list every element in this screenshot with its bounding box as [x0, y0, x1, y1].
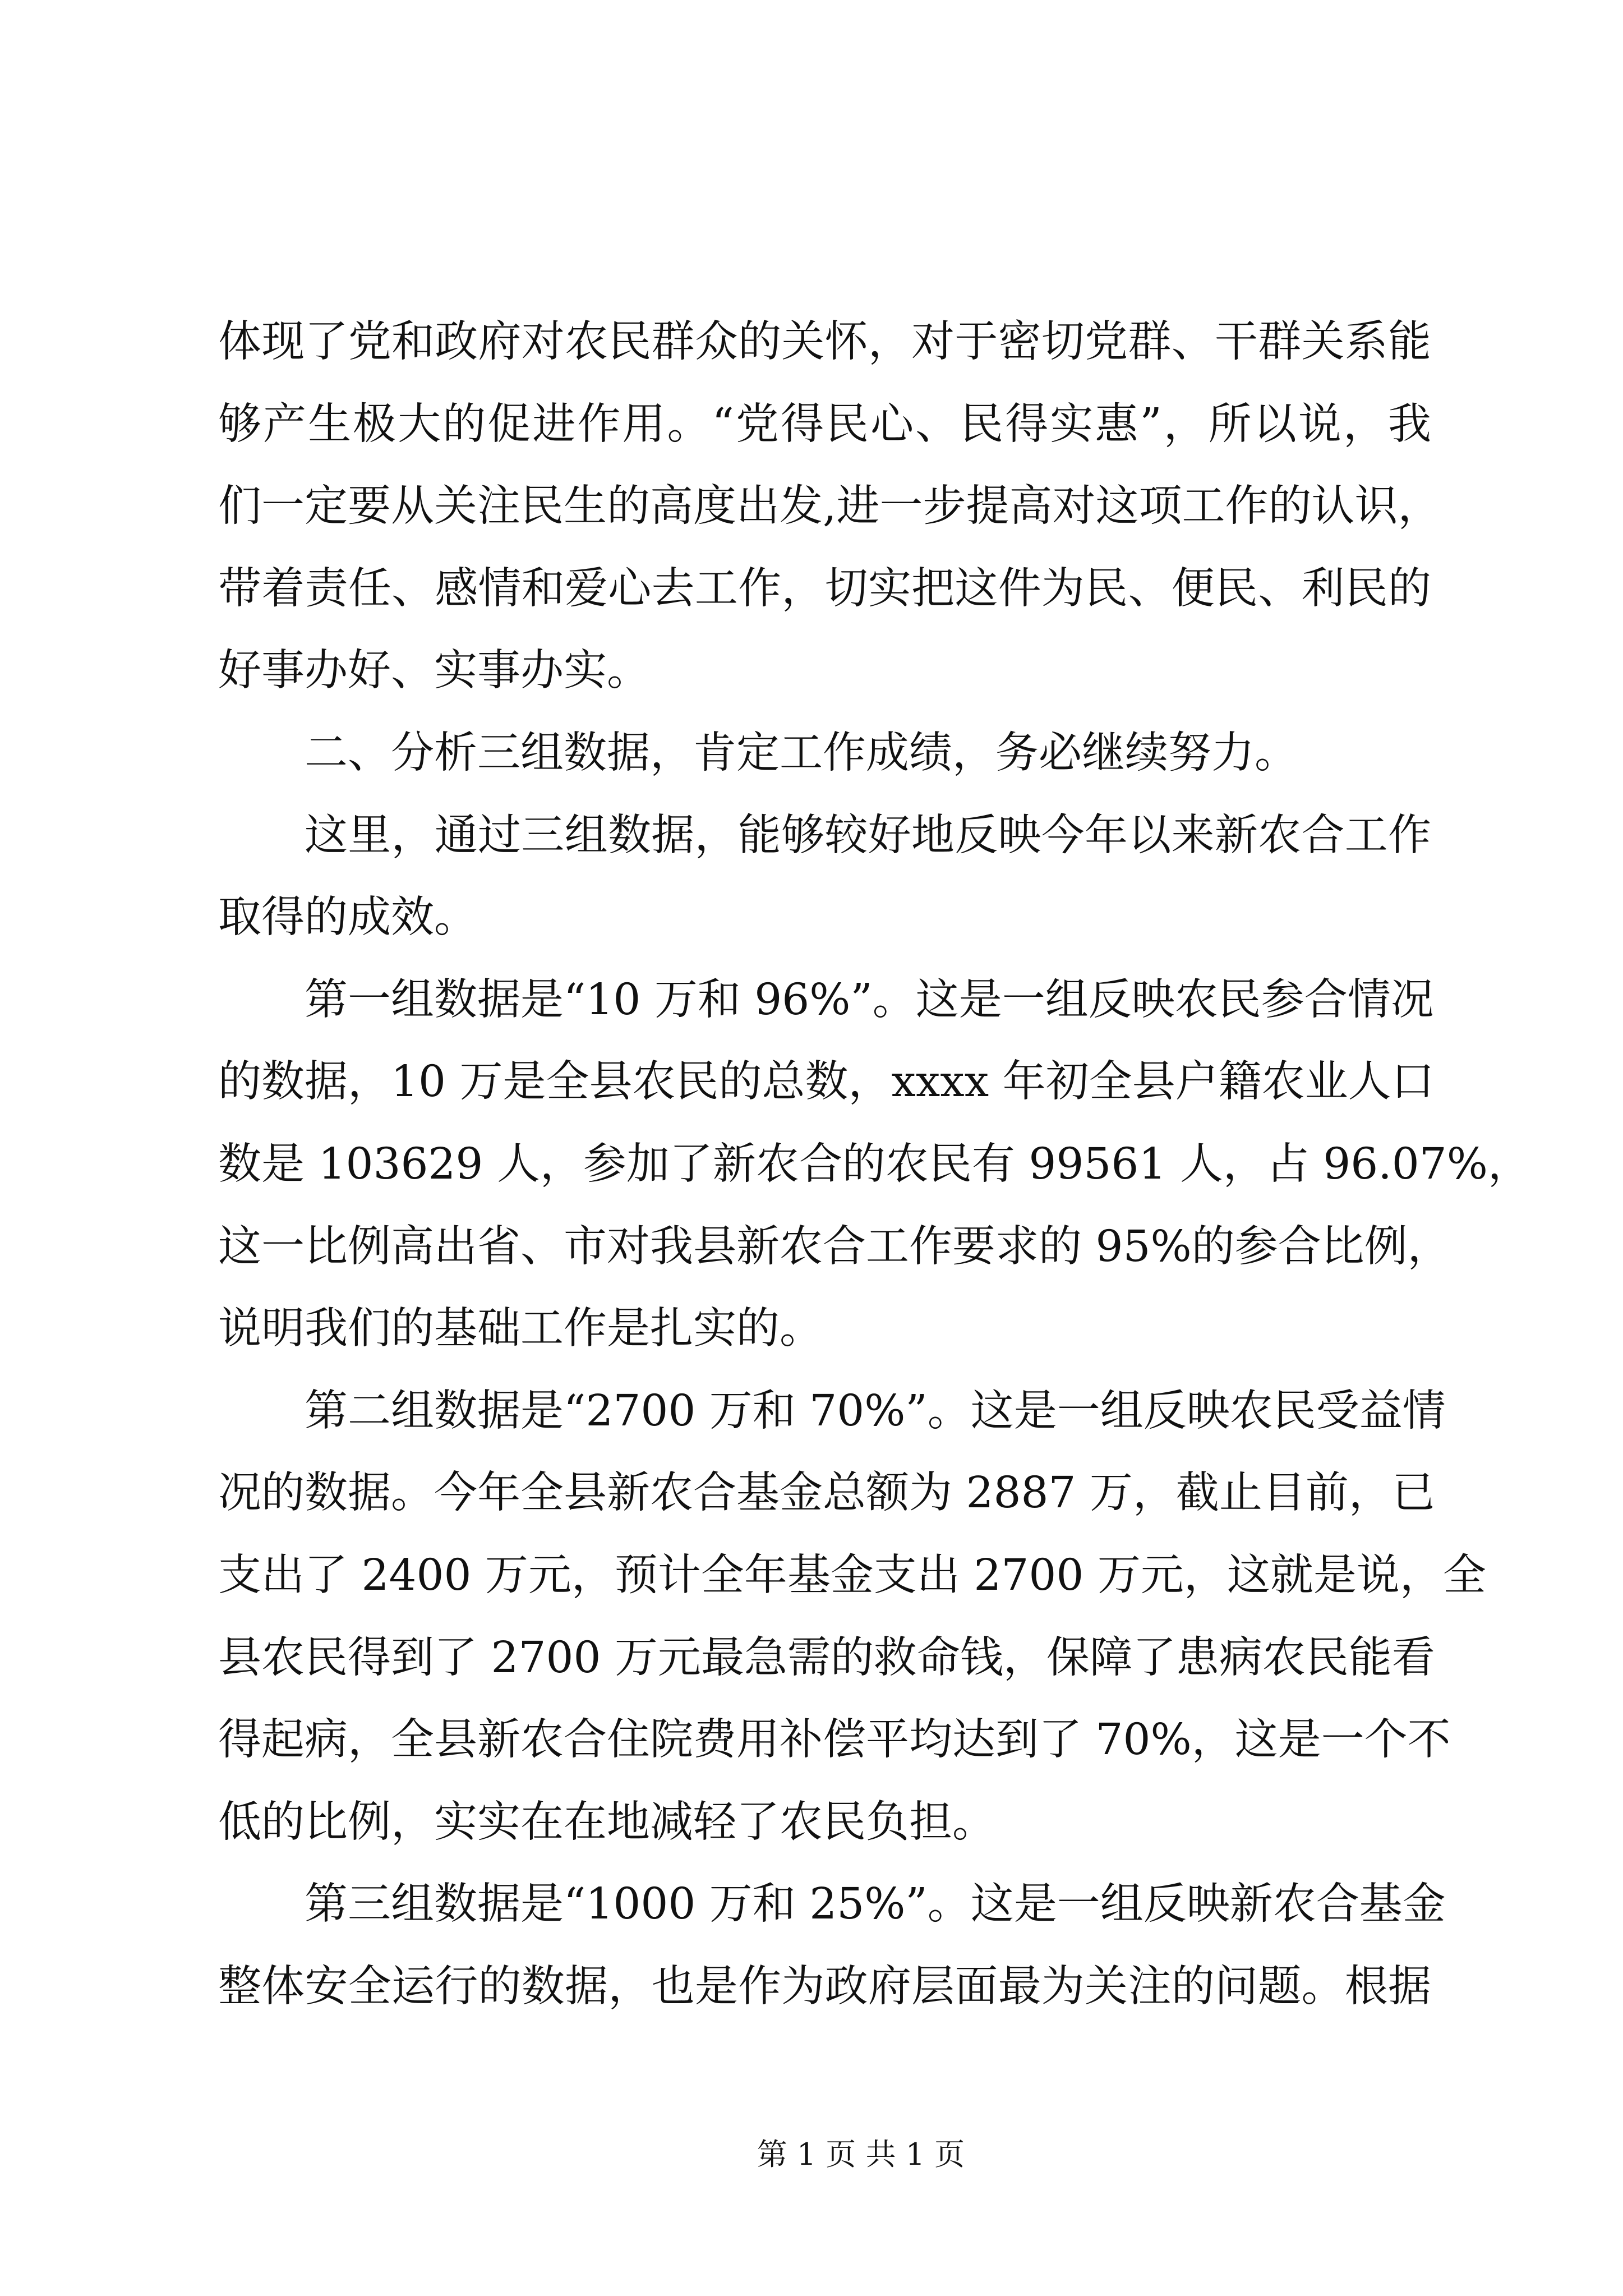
body-paragraph	[218, 1370, 1486, 1864]
page-number-footer: 第 1 页 共 1 页	[757, 2137, 965, 2172]
text-line: 这里，通过三组数据，能够较好地反映今年以来新农合工作	[305, 810, 1431, 861]
document-body	[218, 301, 1531, 2028]
text-line: 第二组数据是“2700 万和 70%”。这是一组反映农民受益情	[305, 1386, 1446, 1436]
text-line: 们一定要从关注民生的高度出发,进一步提高对这项工作的认识，	[218, 481, 1441, 532]
text-line: 取得的成效。	[218, 892, 477, 943]
body-paragraph	[218, 1864, 1446, 2028]
text-line: 低的比例，实实在在地减轻了农民负担。	[218, 1797, 995, 1847]
section-heading	[218, 712, 1431, 795]
text-line: 县农民得到了 2700 万元最急需的救命钱，保障了患病农民能看	[218, 1632, 1435, 1683]
text-line: 这一比例高出省、市对我县新农合工作要求的 95%的参合比例，	[218, 1221, 1451, 1272]
body-paragraph	[218, 959, 1531, 1370]
text-line: 得起病，全县新农合住院费用补偿平均达到了 70%，这是一个不	[218, 1715, 1451, 1765]
text-line: 体现了党和政府对农民群众的关怀，对于密切党群、干群关系能	[218, 317, 1431, 367]
text-line: 况的数据。今年全县新农合基金总额为 2887 万，截止目前，已	[218, 1468, 1435, 1519]
text-line: 说明我们的基础工作是扎实的。	[218, 1304, 823, 1354]
text-line: 的数据，10 万是全县农民的总数，xxxx 年初全县户籍农业人口	[218, 1057, 1435, 1107]
text-line: 够产生极大的促进作用。“党得民心、民得实惠”，所以说，我	[218, 399, 1431, 449]
text-line: 第一组数据是“10 万和 96%”。这是一组反映农民参合情况	[305, 974, 1434, 1025]
text-line: 整体安全运行的数据，也是作为政府层面最为关注的问题。根据	[218, 1961, 1431, 2012]
text-line: 第三组数据是“1000 万和 25%”。这是一组反映新农合基金	[305, 1879, 1446, 1930]
text-line: 支出了 2400 万元，预计全年基金支出 2700 万元，这就是说，全	[218, 1550, 1486, 1600]
heading-line: 二、分析三组数据，肯定工作成绩，务必继续努力。	[305, 728, 1298, 778]
body-paragraph	[218, 301, 1441, 712]
text-line: 数是 103629 人，参加了新农合的农民有 99561 人，占 96.07%，	[218, 1139, 1531, 1189]
body-paragraph	[218, 795, 1431, 959]
text-line: 带着责任、感情和爱心去工作，切实把这件为民、便民、利民的	[218, 563, 1431, 614]
text-line: 好事办好、实事办实。	[218, 646, 650, 696]
